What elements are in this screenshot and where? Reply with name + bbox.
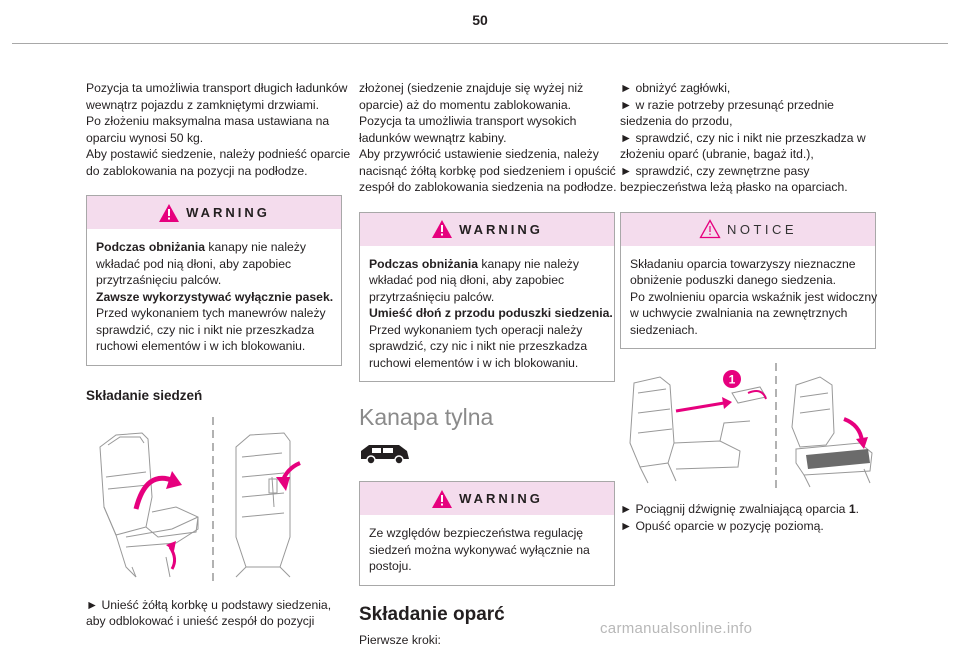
seat-folding-illustration <box>86 417 342 585</box>
seat-lift-diagram <box>86 417 342 585</box>
first-steps-text: Pierwsze kroki: <box>359 632 441 647</box>
intro-text: Pozycja ta umożliwia transport długich ładunków wewnątrz pojazdu z zamkniętymi drzwiami. Po złożeniu maksymalna masa ustawiana na oparciu wynosi 50 kg. Aby postawić siedzenie, należy podnieść oparcie do zablokowania na pozycji na podłodze. <box>86 81 351 178</box>
notice-body: Składaniu oparcia towarzyszy nieznaczne obniżenie poduszki danego siedzenia. Po zwolnieniu oparcia wskaźnik jest widoczny w uchwycie zwalniania na zewnętrznych siedzeniach. <box>630 256 878 337</box>
warning-body: Podczas obniżania kanapy nie należy wkładać pod nią dłoni, aby zapobiec przytrzaśnięciu palców. Zawsze wykorzystywać wyłącznie pasek. Przed wykonaniem tych manewrów należy sprawdzić, czy nic i nikt nie przeszkadza ruchowi elementów i w ich blokowaniu. <box>96 240 334 353</box>
callout-number: 1 <box>728 372 736 387</box>
column-1 <box>86 80 351 630</box>
warning-triangle-icon <box>431 489 453 509</box>
warning-box-2 <box>359 481 615 586</box>
backrest-fold-diagram <box>620 363 876 491</box>
warning-title: WARNING <box>459 491 543 506</box>
warning-title: WARNING <box>186 205 270 220</box>
warning-box <box>359 212 615 383</box>
van-icon-wrapper <box>359 441 615 467</box>
warning-header <box>360 213 614 246</box>
warning-body: Podczas obniżania kanapy nie należy wkładać pod nią dłoni, aby zapobiec przytrzaśnięciu palców. Umieść dłoń z przodu poduszki siedzenia. Przed wykonaniem tych operacji należy sprawdzić, czy nic i nikt nie przeszkadza ruchowi elementów i w ich blokowaniu. <box>369 256 613 370</box>
notice-title: NOTICE <box>726 221 798 237</box>
column-2 <box>359 80 615 648</box>
section-title-rear-bench: Kanapa tylna <box>359 404 494 430</box>
header-divider <box>12 43 948 44</box>
notice-triangle-icon <box>699 219 721 239</box>
warning-triangle-icon <box>158 203 180 223</box>
warning-body: Ze względów bezpieczeństwa regulację siedzeń można wykonywać wyłącznie na postoju. <box>369 526 590 573</box>
subheading-seat-folding: Składanie siedzeń <box>86 387 203 403</box>
step-text: ► Unieść żółtą korbkę u podstawy siedzenia, aby odblokować i unieść zespół do pozycji <box>86 597 332 628</box>
page-number: 50 <box>472 12 488 28</box>
backrest-folding-illustration <box>620 363 876 491</box>
notice-box <box>620 212 876 350</box>
warning-header <box>360 482 614 515</box>
column-3 <box>620 80 876 534</box>
notice-header <box>621 213 875 246</box>
preparation-steps: ► obniżyć zagłówki, ► w razie potrzeby przesunąć przednie siedzenia do przodu, ► sprawdzić, czy nic i nikt nie przeszkadza w złożeniu oparć (ubranie, bagaż itd.), ► sprawdzić, czy zewnętrzne pasy bezpieczeństwa leżą płasko na oparciach. <box>620 81 866 194</box>
warning-header <box>87 196 341 229</box>
watermark: carmanualsonline.info <box>600 620 753 637</box>
warning-triangle-icon <box>431 219 453 239</box>
final-steps: ► Pociągnij dźwignię zwalniającą oparcia 1. ► Opuść oparcie w pozycję poziomą. <box>620 502 860 533</box>
section-heading-backrest-folding: Składanie oparć <box>359 603 505 625</box>
continued-text: złożonej (siedzenie znajduje się wyżej niż oparcie) aż do momentu zablokowania. Pozycja ta umożliwia transport wysokich ładunków wewnątrz kabiny. Aby przywrócić ustawienie siedzenia, należy nacisnąć żółtą korbkę pod siedzeniem i opuścić zespół do zablokowania siedzenia na podłodze. <box>359 81 617 194</box>
warning-box <box>86 195 342 366</box>
van-icon <box>359 441 411 467</box>
warning-title: WARNING <box>459 221 543 237</box>
